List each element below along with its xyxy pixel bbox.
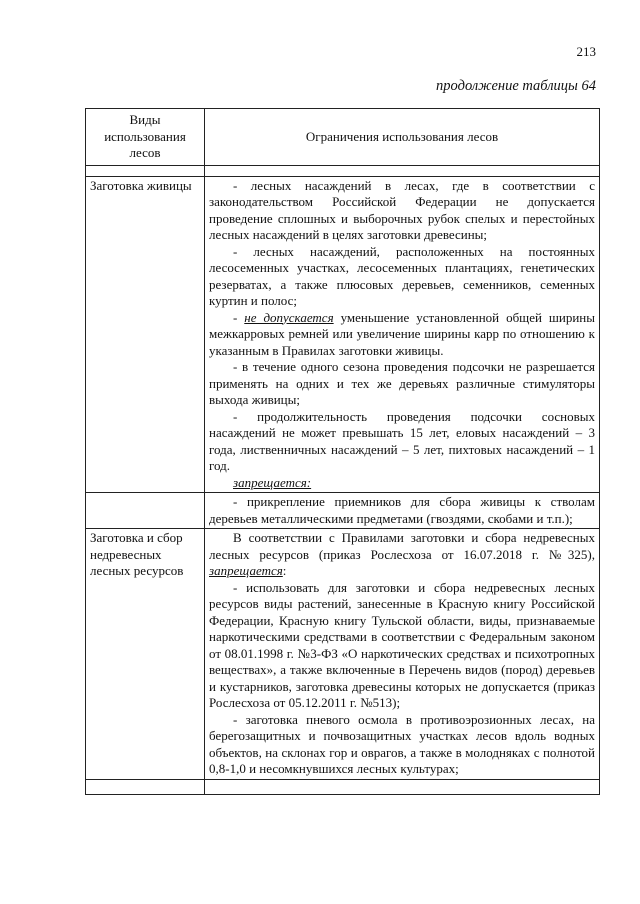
use-type-cell: Заготовка и сбор недревесных лесных ресурсов [86, 529, 205, 780]
restriction-paragraph: - использовать для заготовки и сбора недревесных лесных ресурсов виды растений, занесенные в Красную книгу Российской Федерации, Красную книгу Тульской области, виды, признаваемые наркотическими средствами в соответствии с Федеральным законом от 08.01.1998 г. №3-ФЗ «О наркотических средствах и психотропных веществах», а также включенные в Перечень видов (пород) деревьев и кустарников, заготовка древесины которых не допускается (приказ Рослесхоза от 05.12.2011 г. №513); [209, 579, 595, 710]
header-use-type: Виды использования лесов [86, 109, 205, 166]
use-type-cell-empty [86, 493, 205, 529]
table-empty-row [86, 779, 600, 794]
restrictions-cell [205, 176, 600, 493]
table-row [86, 493, 600, 529]
prohibited-emphasis: запрещается [209, 563, 283, 578]
page-number: 213 [576, 44, 596, 59]
table-row [86, 529, 600, 780]
restriction-paragraph [209, 310, 595, 360]
restriction-paragraph: - прикрепление приемников для сбора живицы к стволам деревьев металлическими предметами (гвоздями, скобами и т.п.); [209, 494, 595, 526]
table-row [86, 176, 600, 493]
intro-end: : [282, 563, 287, 578]
restriction-paragraph: - лесных насаждений, расположенных на постоянных лесосеменных участках, лесосеменных плантациях, генетических резерватах, а также плюсовых деревьев, семенников, семенных куртин и полос; [209, 243, 595, 308]
header-restrictions: Ограничения использования лесов [205, 109, 600, 166]
prohibited-label: запрещается: [233, 474, 312, 490]
restriction-paragraph: - лесных насаждений в лесах, где в соответствии с законодательством Российской Федерации не допускается проведение сплошных и выборочных рубок спелых и перестойных лесных насаждений в целях заготовки древесины; [209, 177, 595, 242]
prohibited-label-line [209, 475, 595, 492]
use-type-cell: Заготовка живицы [86, 176, 205, 493]
dash-prefix: - [233, 309, 245, 325]
table-header-row [86, 109, 600, 166]
table-caption: продолжение таблицы 64 [436, 78, 596, 94]
restriction-paragraph: - в течение одного сезона проведения подсочки не разрешается применять на одних и тех же деревьях различные стимуляторы выхода живицы; [209, 359, 595, 407]
restrictions-cell [205, 529, 600, 780]
restrictions-table [85, 108, 600, 795]
restriction-paragraph: - заготовка пневого осмола в противоэрозионных лесах, на берегозащитных и почвозащитных участках лесов вдоль водных объектов, на склонах гор и оврагов, а также в молодняках с полнотой 0,8-1,0 и несомкнувшихся лесных культурах; [209, 711, 595, 776]
intro-text: В соответствии с Правилами заготовки и сбора недревесных лесных ресурсов (приказ Рослесхоза от 16.07.2018 г. №325), [209, 530, 595, 562]
restriction-paragraph: - продолжительность проведения подсочки сосновых насаждений не может превышать 15 лет, еловых насаждений – 3 года, лиственничных насаждений – 5 лет, пихтовых насаждений – 1 год. [209, 408, 595, 473]
paragraph-rest: уменьшение установленной общей ширины межкарровых ремней или увеличение ширины карр по отношению к указанным в Правилах заготовки живицы. [209, 309, 595, 358]
restriction-paragraph [209, 530, 595, 580]
restrictions-cell [205, 493, 600, 529]
table-spacer-row [86, 165, 600, 176]
not-allowed-emphasis: не допускается [244, 309, 334, 325]
